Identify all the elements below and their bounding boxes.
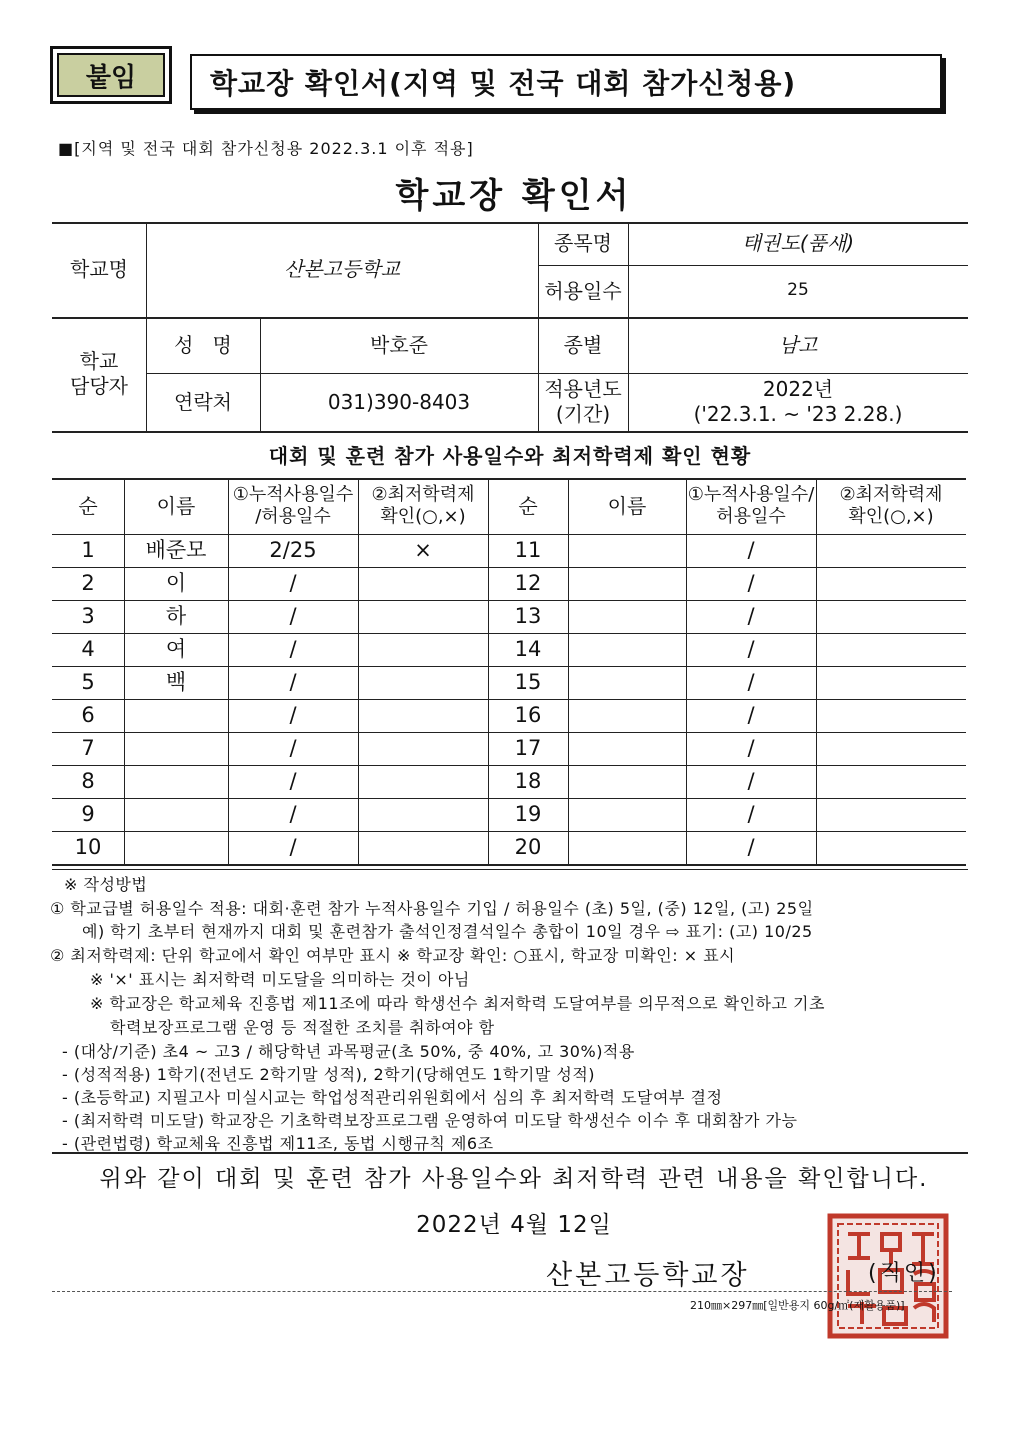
method-line: - (초등학교) 지필고사 미실시교는 학업성적관리위원회에서 심의 후 최저학력 도달여부 결정 <box>62 1088 723 1107</box>
cell-check <box>358 831 488 864</box>
header-check-line2: 확인(○,×) <box>380 506 466 527</box>
cell-empty <box>816 534 966 567</box>
cell-check <box>358 798 488 831</box>
header-check-line1: ②최저학력제 <box>371 483 475 505</box>
issue-date: 2022년 4월 12일 <box>416 1212 612 1238</box>
cell-check <box>358 732 488 765</box>
method-line: ※ '×' 표시는 최저학력 미도달을 의미하는 것이 아님 <box>90 970 470 989</box>
cell-empty <box>568 699 686 732</box>
header-days-line1: ①누적사용일수 <box>232 483 354 505</box>
cell-empty <box>816 831 966 864</box>
contact-value: 031)390-8403 <box>327 389 471 414</box>
cell-empty <box>568 732 686 765</box>
cell-empty <box>568 666 686 699</box>
cell-days: / <box>289 835 297 860</box>
school-name-value: 산본고등학교 <box>284 257 400 281</box>
person-name-value: 박호준 <box>370 332 428 357</box>
person-name-label: 성 명 <box>174 332 232 357</box>
application-note: ■[지역 및 전국 대회 참가신청용 2022.3.1 이후 적용] <box>58 139 474 158</box>
category-value: 남고 <box>778 332 818 357</box>
cell-days-r: / <box>747 637 755 662</box>
period-label-line2: (기간) <box>555 402 611 426</box>
cell-no: 10 <box>74 835 102 860</box>
cell-days-r: / <box>747 538 755 563</box>
cell-name <box>124 798 228 831</box>
cell-empty <box>568 798 686 831</box>
period-label <box>538 373 628 431</box>
cell-no: 8 <box>81 769 95 794</box>
cell-no: 2 <box>81 571 95 596</box>
header-check-right-line1: ②최저학력제 <box>839 483 943 505</box>
cell-no-r: 17 <box>514 736 542 761</box>
cell-no-r: 16 <box>514 703 542 728</box>
cell-days-r: / <box>747 769 755 794</box>
header-no-right: 순 <box>518 493 538 518</box>
header-days-line2: /허용일수 <box>255 506 331 527</box>
cell-days-r: / <box>747 703 755 728</box>
cell-check <box>358 765 488 798</box>
cell-check <box>358 666 488 699</box>
cell-days-r: / <box>747 736 755 761</box>
cell-days: 2/25 <box>269 538 317 563</box>
cell-empty <box>816 765 966 798</box>
cell-no: 7 <box>81 736 95 761</box>
cell-empty <box>568 831 686 864</box>
attachment-tag <box>50 46 172 104</box>
cell-empty <box>568 633 686 666</box>
cell-no: 9 <box>81 802 95 827</box>
event-label: 종목명 <box>554 231 612 255</box>
cell-days: / <box>289 637 297 662</box>
allowed-days-value: 25 <box>787 280 809 301</box>
divider <box>52 1291 952 1292</box>
cell-check <box>358 699 488 732</box>
period-value <box>628 373 968 431</box>
cell-empty <box>568 534 686 567</box>
section-title: 대회 및 훈련 참가 사용일수와 최저학력제 확인 현황 <box>268 444 752 468</box>
method-line: - (관련법령) 학교체육 진흥법 제11조, 동법 시행규칙 제6조 <box>62 1134 494 1153</box>
seal-label: (직인) <box>868 1261 940 1286</box>
cell-empty <box>816 633 966 666</box>
cell-days: / <box>289 670 297 695</box>
cell-empty <box>816 699 966 732</box>
form-title: 학교장 확인서(지역 및 전국 대회 참가신청용) <box>190 54 942 110</box>
header-days-right-line1: ①누적사용일수/ <box>687 483 815 505</box>
cell-name: 배준모 <box>145 538 207 563</box>
cell-days-r: / <box>747 670 755 695</box>
divider <box>52 1152 968 1154</box>
method-line: 예) 학기 초부터 현재까지 대회 및 훈련참가 출석인정결석일수 총합이 10일 경우 ⇨ 표기: (고) 10/25 <box>82 922 813 941</box>
method-line: 학력보장프로그램 운영 등 적절한 조치를 취하여야 함 <box>110 1018 495 1037</box>
period-range: ('22.3.1. ~ '23 2.28.) <box>693 402 903 426</box>
method-line: ① 학교급별 허용일수 적용: 대회·훈련 참가 누적사용일수 기입 / 허용일수 (초) 5일, (중) 12일, (고) 25일 <box>50 899 814 918</box>
cell-empty <box>816 798 966 831</box>
header-name: 이름 <box>156 493 196 518</box>
cell-no-r: 19 <box>514 802 542 827</box>
header-check-right-line2: 확인(○,×) <box>848 506 934 527</box>
cell-days: / <box>289 703 297 728</box>
allowed-days-label: 허용일수 <box>544 278 622 303</box>
cell-days: / <box>289 604 297 629</box>
cell-no-r: 11 <box>514 538 542 563</box>
period-label-line1: 적용년도 <box>544 377 622 401</box>
period-year: 2022년 <box>762 377 834 401</box>
header-days-right <box>686 478 816 534</box>
cell-days-r: / <box>747 835 755 860</box>
cell-no-r: 18 <box>514 769 542 794</box>
contact-label: 연락처 <box>174 389 232 414</box>
school-name-label: 학교명 <box>70 257 128 281</box>
cell-name: 백 <box>165 670 187 695</box>
method-line: ② 최저학력제: 단위 학교에서 확인 여부만 표시 ※ 학교장 확인: ○표시, 학교장 미확인: × 표시 <box>50 946 736 965</box>
principal-name: 산본고등학교장 <box>546 1260 750 1291</box>
cell-check <box>358 633 488 666</box>
document-title: 학교장 확인서 <box>395 176 633 216</box>
cell-empty <box>568 567 686 600</box>
manager-label-line2: 담당자 <box>70 374 128 398</box>
cell-check <box>358 567 488 600</box>
cell-no: 5 <box>81 670 95 695</box>
method-line: - (최저학력 미도달) 학교장은 기초학력보장프로그램 운영하여 미도달 학생선수 이수 후 대회참가 가능 <box>62 1111 798 1130</box>
category-label: 종별 <box>563 332 603 357</box>
header-days-right-line2: 허용일수 <box>716 506 786 527</box>
cell-no-r: 12 <box>514 571 542 596</box>
cell-days: / <box>289 802 297 827</box>
cell-days-r: / <box>747 604 755 629</box>
cell-name <box>124 699 228 732</box>
method-line: - (성적적용) 1학기(전년도 2학기말 성적), 2학기(당해연도 1학기말 성적) <box>62 1065 596 1084</box>
cell-check <box>358 600 488 633</box>
cell-no: 3 <box>81 604 95 629</box>
header-no: 순 <box>78 493 98 518</box>
event-value: 태권도(품새) <box>741 231 855 255</box>
method-title: ※ 작성방법 <box>64 875 148 894</box>
cell-no: 6 <box>81 703 95 728</box>
paper-spec: 210㎜×297㎜[일반용지 60g/㎡(재활용품)] <box>690 1299 905 1312</box>
method-line: ※ 학교장은 학교체육 진흥법 제11조에 따라 학생선수 최저학력 도달여부를 의무적으로 확인하고 기초 <box>90 994 825 1013</box>
cell-name <box>124 831 228 864</box>
cell-days: / <box>289 736 297 761</box>
confirmation-statement: 위와 같이 대회 및 훈련 참가 사용일수와 최저학력 관련 내용을 확인합니다. <box>99 1166 929 1192</box>
cell-empty <box>816 600 966 633</box>
cell-no-r: 15 <box>514 670 542 695</box>
cell-name: 하 <box>165 604 187 629</box>
cell-check: × <box>414 538 432 563</box>
cell-empty <box>816 666 966 699</box>
header-check <box>358 478 488 534</box>
divider <box>52 869 968 870</box>
cell-empty <box>568 600 686 633</box>
cell-empty <box>568 765 686 798</box>
attachment-label: 붙임 <box>57 53 165 97</box>
header-check-right <box>816 478 966 534</box>
header-days <box>228 478 358 534</box>
cell-no: 1 <box>81 538 95 563</box>
cell-name: 이 <box>165 571 187 596</box>
cell-no: 4 <box>81 637 95 662</box>
cell-days-r: / <box>747 802 755 827</box>
cell-name <box>124 765 228 798</box>
cell-days: / <box>289 571 297 596</box>
cell-name: 여 <box>165 637 187 662</box>
cell-days: / <box>289 769 297 794</box>
cell-days-r: / <box>747 571 755 596</box>
table-rule <box>52 864 966 866</box>
manager-label-line1: 학교 <box>79 349 119 373</box>
manager-label <box>52 317 146 431</box>
cell-name <box>124 732 228 765</box>
cell-empty <box>816 732 966 765</box>
cell-no-r: 13 <box>514 604 542 629</box>
cell-empty <box>816 567 966 600</box>
method-line: - (대상/기준) 초4 ~ 고3 / 해당학년 과목평균(초 50%, 중 40%, 고 30%)적용 <box>62 1042 635 1061</box>
header-name-right: 이름 <box>607 493 647 518</box>
cell-no-r: 14 <box>514 637 542 662</box>
cell-no-r: 20 <box>514 835 542 860</box>
